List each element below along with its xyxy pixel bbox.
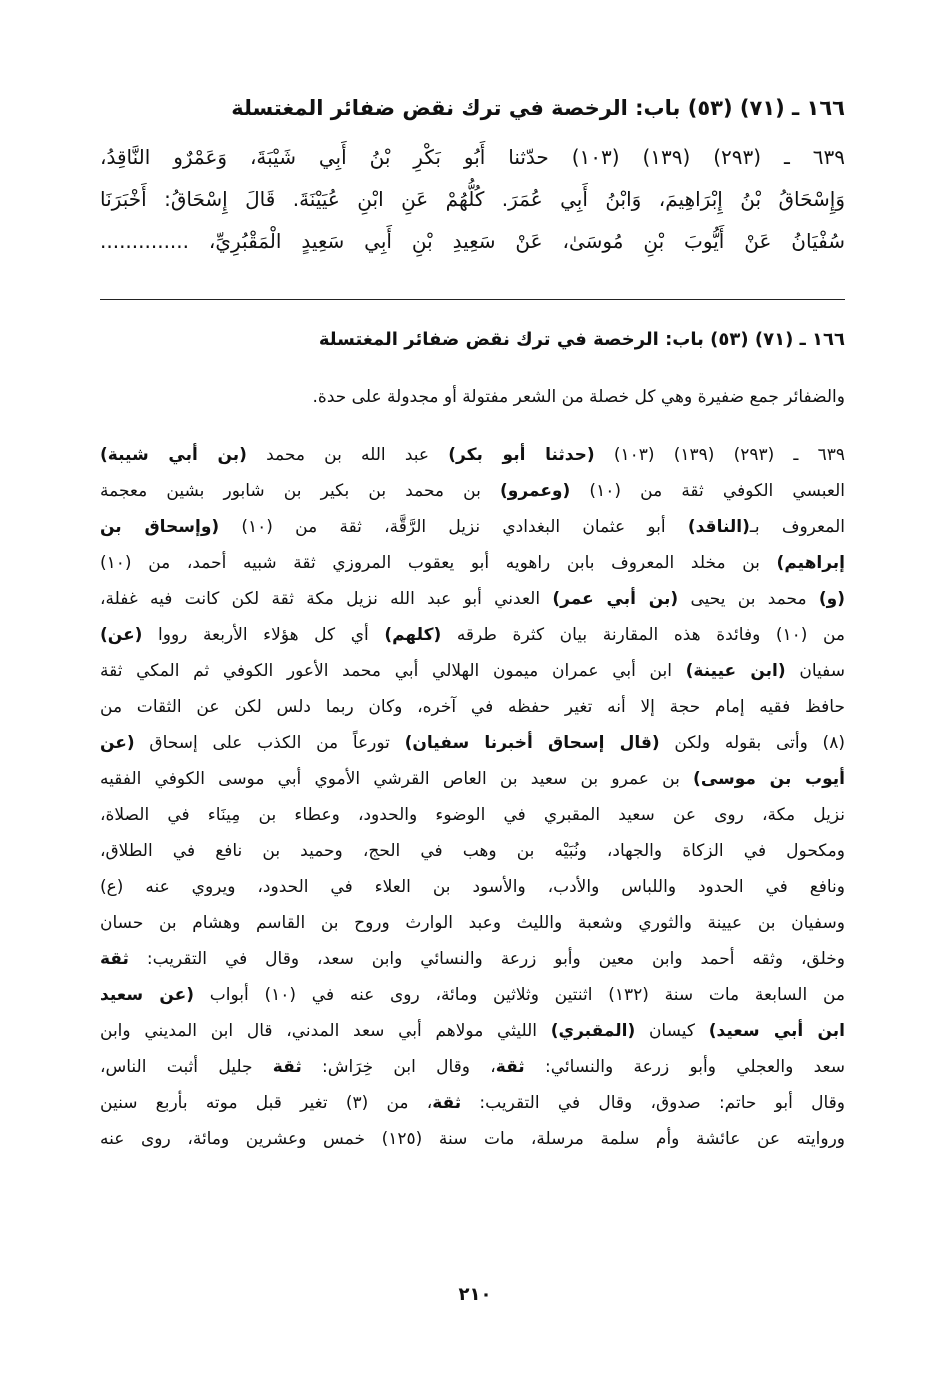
text-segment: من السابعة مات سنة (١٣٢) اثنتين وثلاثين ومائة، روى عنه في (١٠) أبواب [194, 985, 845, 1005]
text-segment: المعروف بـ [749, 517, 845, 537]
text-line [100, 761, 845, 797]
bold-segment: أيوب بن موسى) [693, 769, 845, 789]
chapter-heading-commentary [100, 322, 845, 358]
text-line [100, 941, 845, 977]
text-line [100, 88, 845, 128]
hadith-text [100, 136, 845, 262]
separator-rule [100, 299, 845, 300]
text-segment: من (١٠) وفائدة هذه المقارنة بيان كثرة طرقه [441, 625, 845, 645]
text-segment: سُفْيَانُ عَنْ أَيُّوبَ بْنِ مُوسَىٰ، عَنْ سَعِيدِ بْنِ أَبِي سَعِيدٍ الْمَقْبُرِيِّ، .............. [100, 229, 845, 253]
commentary-intro [100, 380, 845, 414]
text-line [100, 1121, 845, 1157]
bold-segment: (المقبري) [550, 1021, 636, 1041]
text-segment: بن عمرو بن سعيد بن العاص القرشي الأموي أبي موسى الكوفي الفقيه [100, 769, 694, 789]
bold-segment: (ابن عيينة) [685, 661, 786, 681]
bold-segment: (بن أبي شيبة) [100, 445, 247, 465]
bold-segment: ثقة [432, 1093, 462, 1113]
bold-segment: (الناقد) [687, 517, 750, 537]
bold-segment: (قال إسحاق أخبرنا سفيان) [404, 733, 660, 753]
text-segment: ، وقال ابن خِرَاش: [301, 1057, 496, 1077]
text-segment: العدني أبو عبد الله نزيل مكة ثقة لكن كانت فيه غفلة، [100, 589, 553, 609]
text-line [100, 1049, 845, 1085]
bold-segment: (عن سعيد [100, 985, 195, 1005]
text-segment: (٨) وأتى بقوله ولكن [659, 733, 845, 753]
text-segment: ٦٣٩ ـ (٢٩٣) (١٣٩) (١٠٣) حدّثنا أَبُو بَكْرِ بْنُ أَبِي شَيْبَةَ، وَعَمْرٌو النَّاقِدُ، [100, 145, 845, 169]
text-line [100, 509, 845, 545]
bold-segment: (وعمرو) [500, 481, 571, 501]
text-segment: ابن أبي عمران ميمون الهلالي أبي محمد الأعور الكوفي ثم المكي ثقة [100, 661, 686, 681]
text-line [100, 689, 845, 725]
text-line [100, 178, 845, 220]
bold-segment: ثقة [495, 1057, 525, 1077]
text-line [100, 437, 845, 473]
text-segment: وروايته عن عائشة وأم سلمة مرسلة، مات سنة (١٢٥) خمس وعشرين ومائة، روى عنه [100, 1129, 845, 1149]
text-segment: سعد والعجلي وأبو زرعة والنسائي: [524, 1057, 845, 1077]
text-segment: وسفيان بن عيينة والثوري وشعبة والليث وعبد الوارث وروح بن القاسم وهشام بن حسان [100, 913, 845, 933]
text-line [100, 725, 845, 761]
bold-segment: إبراهيم) [776, 553, 845, 573]
text-segment: محمد بن يحيى [678, 589, 819, 609]
text-segment: تورعاً من الكذب على إسحاق [134, 733, 405, 753]
text-segment: وخلق، وثقه أحمد وابن معين وأبو زرعة والنسائي وابن سعد، وقال في التقريب: [128, 949, 845, 969]
text-line [100, 136, 845, 178]
page-number: ٢١٠ [458, 1284, 492, 1305]
text-line [100, 1085, 845, 1121]
text-line [100, 617, 845, 653]
bold-segment: (و) [818, 589, 845, 609]
text-segment: وقال أبو حاتم: صدوق، وقال في التقريب: [461, 1093, 845, 1113]
text-segment: بن مخلد المعروف بابن راهويه أبو يعقوب المروزي ثقة شبيه أحمد، من (١٠) [100, 553, 777, 573]
bold-segment: ١٦٦ ـ (٧١) (٥٣) باب: الرخصة في ترك نقض ضفائر المغتسلة [318, 329, 845, 350]
text-segment: وَإِسْحَاقُ بْنُ إِبْرَاهِيمَ، وَابْنُ أَبِي عُمَرَ. كُلُّهُمْ عَنِ ابْنِ عُيَيْنَةَ. قَالَ إِسْحَاقُ: أَخْبَرَنَا [100, 187, 845, 211]
text-segment: ونافع في الحدود واللباس والأدب، والأسود بن العلاء في الحدود، ويروي عنه (ع) [100, 877, 845, 897]
text-segment: والضفائر جمع ضفيرة وهي كل خصلة من الشعر مفتولة أو مجدولة على حدة. [312, 387, 845, 407]
text-segment: سفيان [785, 661, 845, 681]
text-line [100, 869, 845, 905]
text-line [100, 473, 845, 509]
commentary-text [100, 437, 845, 1157]
text-segment: أي كل هؤلاء الأربعة رووا [142, 625, 385, 645]
bold-segment: ثقة [272, 1057, 302, 1077]
bold-segment: ابن أبي سعيد) [708, 1021, 845, 1041]
text-segment: أبو عثمان البغدادي نزيل الرَّقَّة، ثقة من (١٠) [219, 517, 688, 537]
text-segment: بن محمد بن بكير بن شابور بشين معجمة [100, 481, 501, 501]
text-line [100, 581, 845, 617]
text-line [100, 1013, 845, 1049]
bold-segment: (وإسحاق بن [100, 517, 220, 537]
bold-segment: (حدثنا أبو بكر) [448, 445, 595, 465]
text-line [100, 380, 845, 414]
text-line [100, 905, 845, 941]
text-line [100, 833, 845, 869]
text-segment: ومكحول في الزكاة والجهاد، ونُبَيْه بن وهب في الحج، وحميد بن نافع في الطلاق، [100, 841, 845, 861]
bold-segment: ثقة [100, 949, 129, 969]
text-segment: نزيل مكة، روى عن سعيد المقبري في الوضوء والحدود، وعطاء بن مِينَاء في الصلاة، [100, 805, 845, 825]
text-line [100, 220, 845, 262]
text-line [100, 797, 845, 833]
text-segment: حافظ فقيه إمام حجة إلا أنه تغير حفظه في آخره، وكان ربما دلس لكن عن الثقات من [100, 697, 845, 717]
bold-segment: (عن [100, 733, 135, 753]
bold-segment: (بن أبي عمر) [552, 589, 679, 609]
text-line [100, 322, 845, 358]
text-segment: ، من (٣) تغير قبل موته بأربع سنين [100, 1093, 433, 1113]
text-line [100, 545, 845, 581]
text-segment: جليل أثبت الناس، [100, 1057, 273, 1077]
text-line [100, 977, 845, 1013]
bold-segment: (كلهم) [384, 625, 442, 645]
text-segment: كيسان [635, 1021, 709, 1041]
bold-segment: (عن) [100, 625, 143, 645]
text-segment: ٦٣٩ ـ (٢٩٣) (١٣٩) (١٠٣) [594, 445, 845, 465]
bold-segment: ١٦٦ ـ (٧١) (٥٣) باب: الرخصة في ترك نقض ضفائر المغتسلة [231, 96, 845, 120]
text-segment: العبسي الكوفي ثقة من (١٠) [570, 481, 845, 501]
chapter-heading-matn [100, 88, 845, 128]
text-segment: الليثي مولاهم أبي سعد المدني، قال ابن المديني وابن [100, 1021, 551, 1041]
text-segment: عبد الله بن محمد [246, 445, 449, 465]
text-line [100, 653, 845, 689]
